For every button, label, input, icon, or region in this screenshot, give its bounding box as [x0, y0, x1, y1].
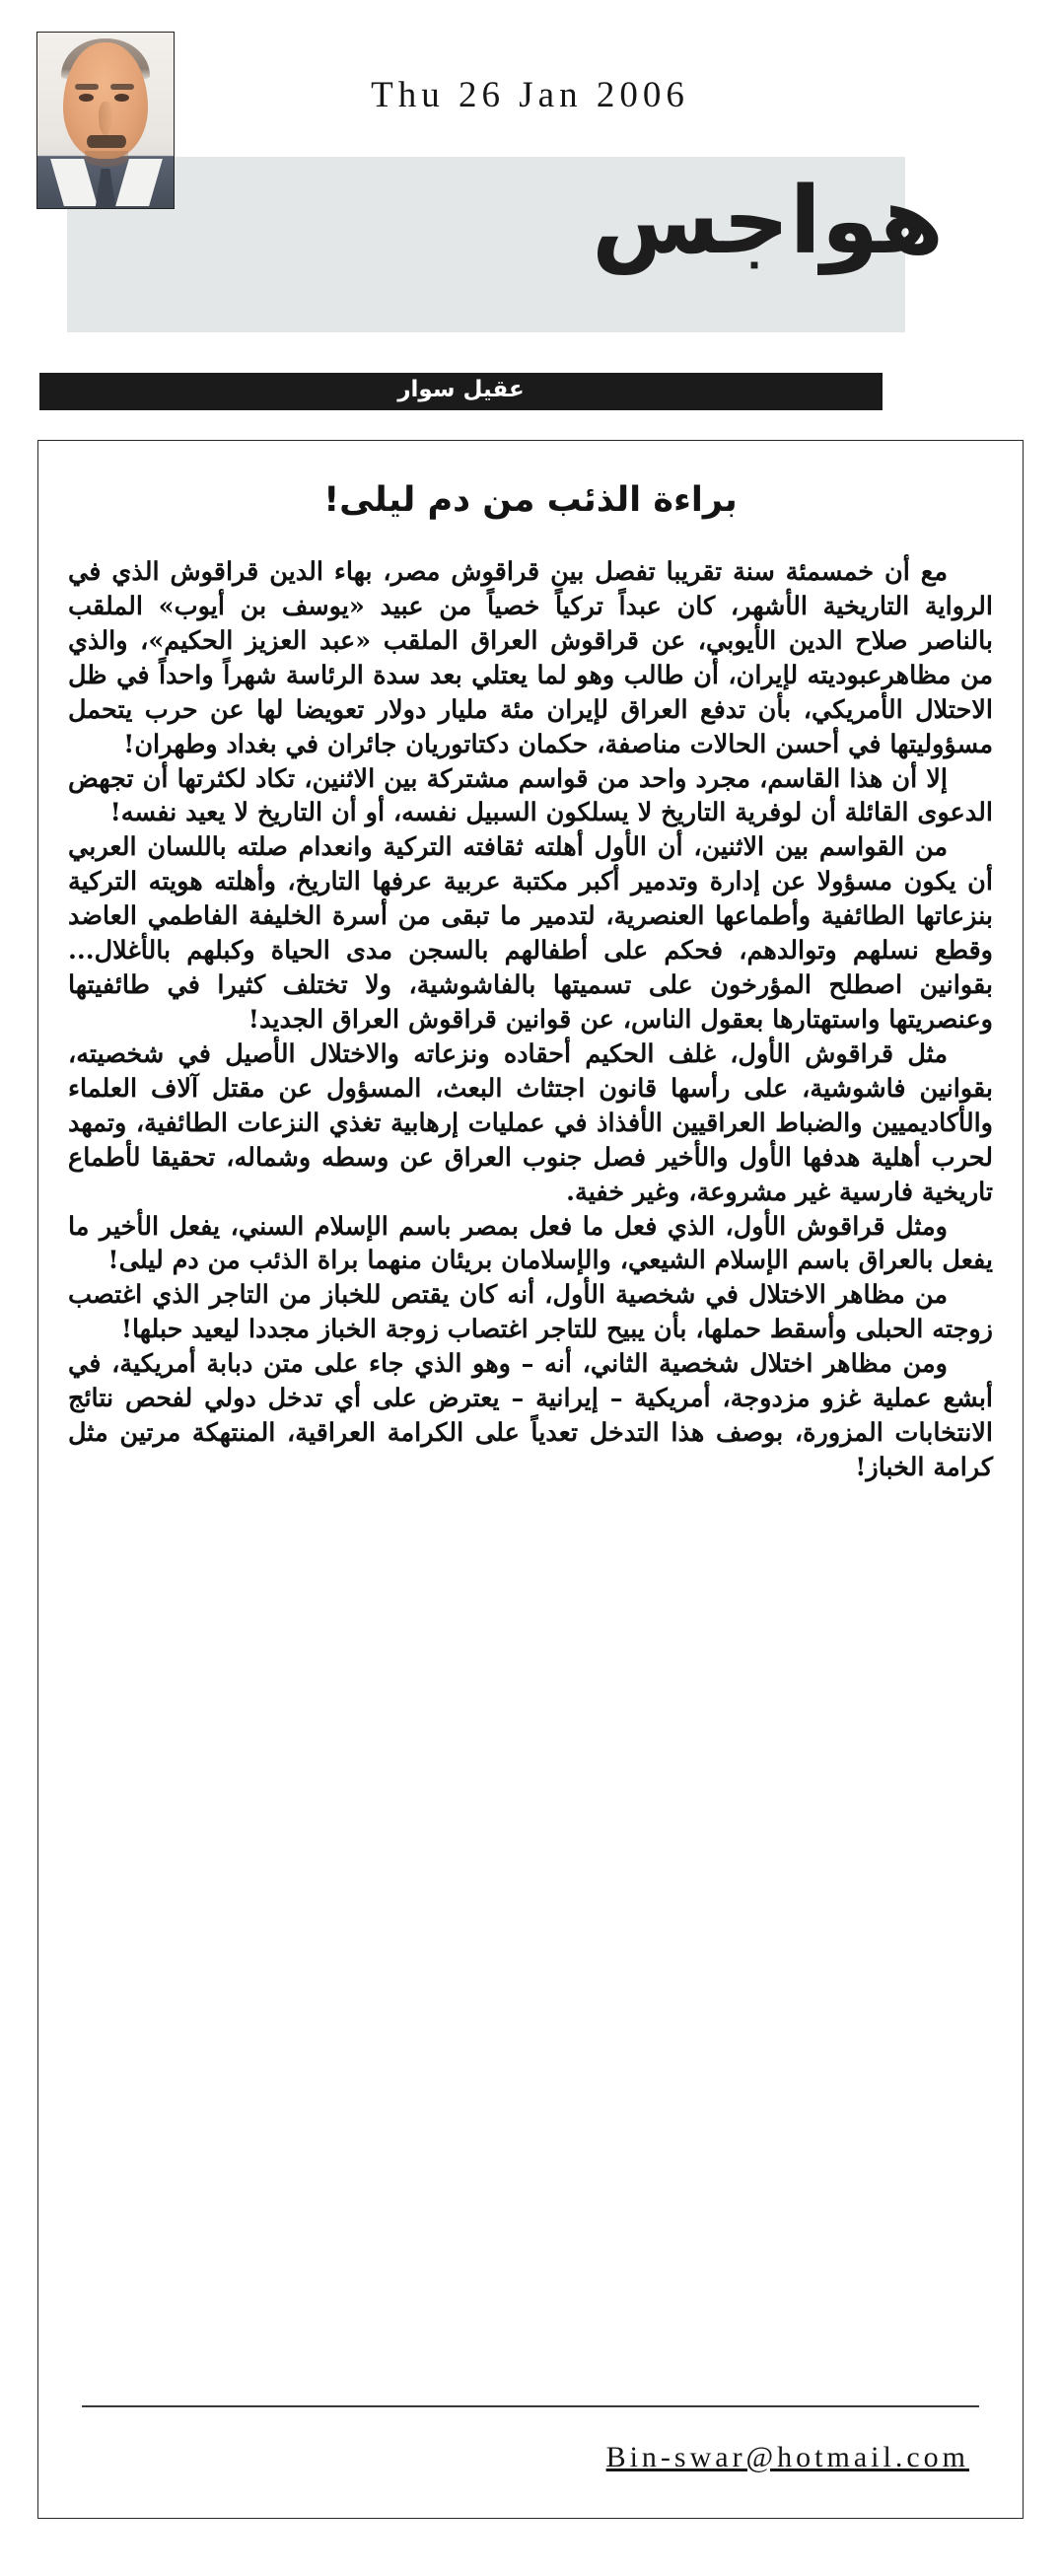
masthead — [0, 0, 1060, 414]
article-container — [37, 440, 1024, 2519]
author-name-bar — [39, 373, 883, 410]
article-headline: براءة الذئب من دم ليلى! — [323, 480, 738, 520]
article-paragraph: من القواسم بين الاثنين، أن الأول أهلته ثقافته التركية وانعدام صلته باللسان العربي أن يكون مسؤولا عن إدارة وتدمير أكبر مكتبة عربية عرفها التاريخ، وأهلته هويته التركية بنزعاتها الطائفية وأطماعها العنصرية، لتدمير ما تبقى من أسرة الخليفة الفاطمي العاضد وقطع نسلهم وتوالدهم، فحكم على أطفالهم بالسجن مدى الحياة وكبلهم بالأغلال... بقوانين اصطلح المؤرخون على تسميتها بالفاشوشية، ولا تختلف كثيرا في طائفيتها وعنصريتها واستهتارها بعقول الناس، عن قوانين قراقوش العراق الجديد! — [68, 832, 993, 1035]
issue-date: Thu 26 Jan 2006 — [371, 75, 689, 115]
column-logo-title: هواجس — [592, 168, 944, 275]
portrait-moustache — [87, 135, 126, 148]
article-paragraph: ومن مظاهر اختلال شخصية الثاني، أنه – وهو الذي جاء على متن دبابة أمريكية، في أبشع عملية غزو مزدوجة، أمريكية – إيرانية – يعترض على أي تدخل دولي لفحص نتائج الانتخابات المزورة، بوصف هذا التدخل تعدياً على الكرامة العراقية، المنتهكة مرتين مثل كرامة الخباز! — [68, 1349, 993, 1482]
article-paragraph: إلا أن هذا القاسم، مجرد واحد من قواسم مشتركة بين الاثنين، تكاد لكثرتها أن تجهض الدعوى القائلة أن لوفرية التاريخ لا يسلكون السبيل نفسه، أو أن التاريخ لا يعيد نفسه! — [68, 763, 993, 828]
author-portrait — [36, 32, 175, 209]
article-paragraph: مثل قراقوش الأول، غلف الحكيم أحقاده ونزعاته والاختلال الأصيل في شخصيته، بقوانين فاشوشية، على رأسها قانون اجتثاث البعث، المسؤول عن مقتل آلاف العلماء والأكاديميين والضباط العراقيين الأفذاذ في عمليات إرهابية تغذي النزعات الطائفية، وتمهد لحرب أهلية هدفها الأول والأخير فصل جنوب العراق عن وسطه وشماله، تحقيقا لأطماع تاريخية فارسية غير مشروعة، وغير خفية. — [68, 1038, 993, 1207]
article-paragraph: مع أن خمسمئة سنة تقريبا تفصل بين قراقوش مصر، بهاء الدين قراقوش الذي في الرواية التاريخية الأشهر، كان عبداً تركياً خصياً من عبيد «يوسف بن أيوب» الملقب بالناصر صلاح الدين الأيوبي، عن قراقوش العراق الملقب «عبد العزيز الحكيم»، والذي من مظاهرعبوديته لإيران، أن طالب وهو لما يعتلي بعد سدة الرئاسة شهراً واحداً في ظل الاحتلال الأمريكي، بأن تدفع العراق لإيران مئة مليار دولار تعويضا لها عن حرب يتحمل مسؤوليتها في أحسن الحالات مناصفة، حكمان دكتاتوريان جائران في بغداد وطهران! — [68, 557, 993, 759]
author-name: عقيل سوار — [397, 377, 525, 402]
portrait-necktie — [95, 169, 116, 209]
portrait-collar-right — [115, 159, 163, 206]
footer-divider — [82, 2405, 979, 2407]
portrait-collar-left — [50, 159, 98, 206]
page-bottom-edge — [0, 2567, 1060, 2568]
portrait-chin — [85, 151, 128, 167]
portrait-artwork — [37, 33, 174, 208]
author-email-link[interactable]: Bin-swar@hotmail.com — [605, 2441, 969, 2473]
article-paragraph: من مظاهر الاختلال في شخصية الأول، أنه كان يقتص للخباز من التاجر الذي اغتصب زوجته الحبلى وأسقط حملها، بأن يبيح للتاجر اغتصاب زوجة الخباز مجددا ليعيد حبلها! — [68, 1280, 993, 1345]
article-paragraph: ومثل قراقوش الأول، الذي فعل ما فعل بمصر باسم الإسلام السني، يفعل الأخير ما يفعل بالعراق باسم الإسلام الشيعي، والإسلامان بريئان منهما براة الذئب من دم ليلى! — [68, 1211, 993, 1276]
article-body — [68, 555, 993, 1485]
